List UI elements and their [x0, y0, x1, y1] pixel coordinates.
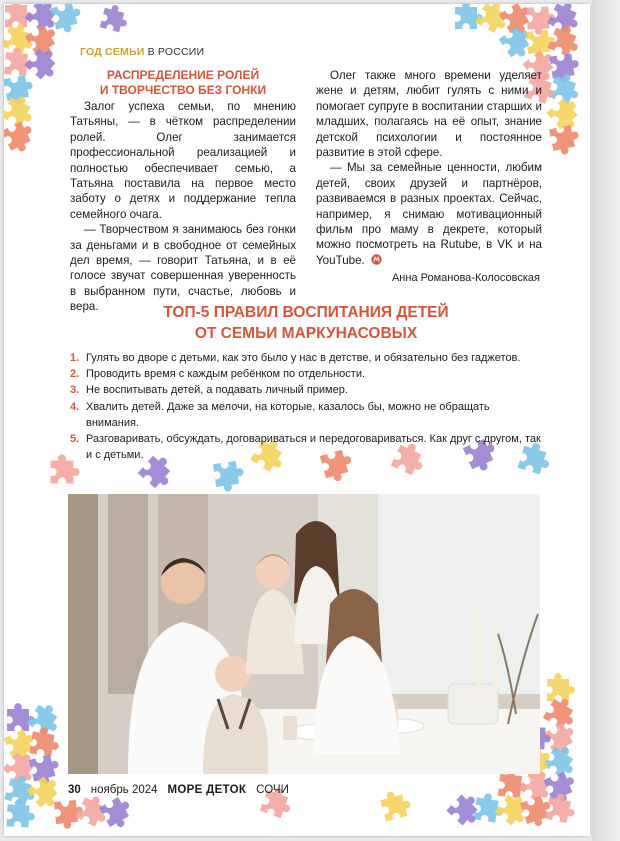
puzzle-piece — [549, 124, 582, 157]
end-mark-icon — [371, 254, 382, 265]
rule-number: 3. — [70, 384, 80, 397]
page-footer — [68, 784, 468, 796]
adjacent-page-edge — [592, 0, 620, 841]
family-photo — [68, 494, 540, 774]
family-photo-illustration — [68, 494, 540, 774]
puzzle-piece — [475, 4, 513, 36]
article-author: Анна Романова-Колосовская — [391, 272, 540, 284]
article-paragraph-text: — Мы за семейные ценности, любим детей, своих друзей и партнёров, развиваемся в разных проектах. Сейчас, например, я снимаю мотивационный фильм про маму в декрете, который можно посмотреть на Rutube, в VK и на YouTube. — [316, 161, 542, 267]
rule-number: 5. — [70, 433, 80, 446]
rule-text: Хвалить детей. Даже за мелочи, на которые, казалось бы, можно не обращать внимания. — [86, 400, 490, 429]
rule-text: Не воспитывать детей, а подавать личный пример. — [86, 384, 348, 397]
puzzle-piece — [545, 791, 578, 824]
list-item — [70, 366, 542, 382]
magazine-page — [4, 4, 590, 836]
article-paragraph: — Творчеством я занимаюсь без гонки за деньгами и в свободное от семейных дел время, — говорит Татьяна, и в её голосе звучат совершенная уверенность в выбранном пути, счастье, любовь и вера. — [70, 223, 296, 314]
section-label-accent: ГОД СЕМЬИ — [80, 46, 145, 58]
rules-title — [70, 302, 542, 344]
section-label-rest: В РОССИИ — [144, 46, 205, 58]
puzzle-piece — [6, 799, 35, 828]
puzzle-piece — [50, 4, 84, 35]
rules-list — [70, 350, 542, 463]
puzzle-piece — [4, 119, 39, 156]
rule-number: 1. — [70, 352, 80, 364]
list-item — [70, 399, 542, 431]
issue-date: ноябрь 2024 — [90, 784, 158, 796]
page-number: 30 — [68, 784, 81, 796]
list-item — [70, 350, 542, 366]
puzzle-piece — [213, 460, 246, 493]
rule-number: 2. — [70, 368, 80, 381]
article-paragraph: Залог успеха семьи, по мнению Татьяны, — в чётком распределении ролей. Олег занимается профессиональной реализацией и полностью обеспечивает семью, а Татьяна поставила на первое место заботу о детях и поддержание тепла семейного очага. — [70, 100, 296, 221]
article-left-column — [70, 68, 296, 315]
puzzle-piece — [29, 726, 61, 758]
puzzle-piece — [547, 673, 575, 701]
puzzle-piece — [100, 4, 131, 34]
rule-text: Разговаривать, обсуждать, договариваться и передоговариваться. Как друг с другом, так и с детьми. — [86, 433, 541, 462]
article-subheading — [70, 68, 296, 97]
magazine-brand: МОРЕ ДЕТОК — [167, 784, 247, 796]
puzzle-piece — [446, 790, 485, 829]
article-paragraph: Олег также много времени уделяет жене и детям, любит гулять с ними и помогает супруге в воспитании старших и младших, полагаясь на её опыт, знание детской психологии и постоянное развитие в этой сфере. — [316, 69, 542, 160]
article-subheading-line2: И ТВОРЧЕСТВО БЕЗ ГОНКИ — [99, 82, 267, 97]
rule-text: Проводить время с каждым ребёнком по отдельности. — [86, 368, 366, 381]
article-right-column — [316, 68, 542, 268]
puzzle-piece — [99, 794, 137, 832]
section-label — [80, 46, 204, 58]
article-subheading-line1: РАСПРЕДЕЛЕНИЕ РОЛЕЙ — [106, 68, 260, 82]
list-item — [70, 431, 542, 463]
magazine-city: СОЧИ — [256, 784, 289, 796]
puzzle-piece — [7, 703, 35, 731]
article-paragraph — [316, 160, 542, 268]
rule-number: 4. — [70, 400, 80, 413]
rules-title-line2: ОТ СЕМЬИ МАРКУНАСОВЫХ — [194, 325, 418, 342]
rules-title-line1: ТОП-5 ПРАВИЛ ВОСПИТАНИЯ ДЕТЕЙ — [163, 304, 449, 321]
rule-text: Гулять во дворе с детьми, как это было у нас в детстве, и обязательно без гаджетов. — [86, 352, 521, 364]
list-item — [70, 382, 542, 398]
